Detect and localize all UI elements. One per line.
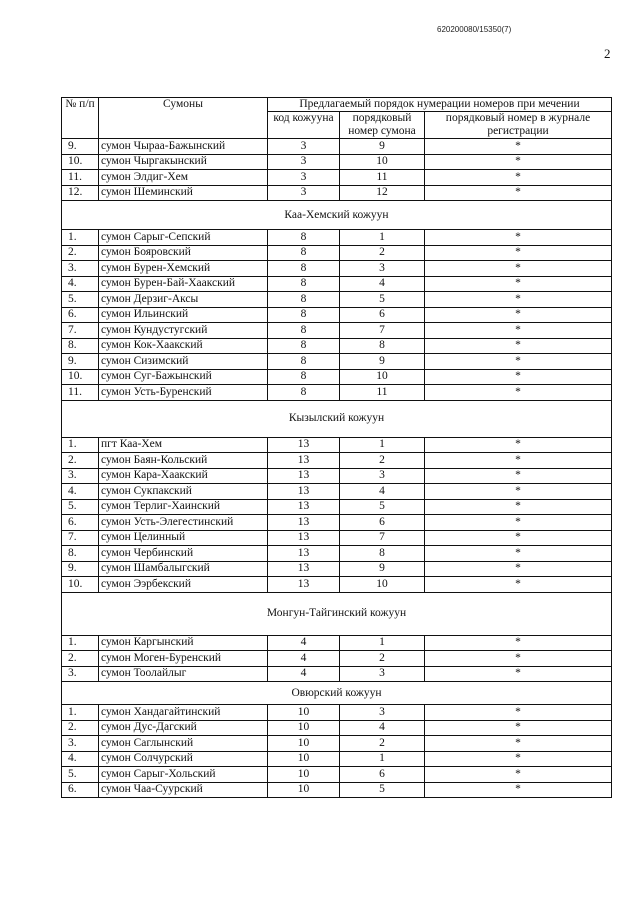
sumon-position: 2 bbox=[340, 651, 425, 667]
register-number: * bbox=[425, 751, 612, 767]
table-row bbox=[62, 139, 612, 155]
register-number: * bbox=[425, 546, 612, 562]
sumon-name: сумон Дус-Дагский bbox=[99, 720, 268, 736]
row-number: 9. bbox=[62, 354, 99, 370]
row-number: 5. bbox=[62, 499, 99, 515]
register-number: * bbox=[425, 230, 612, 246]
table-row bbox=[62, 154, 612, 170]
row-number: 3. bbox=[62, 261, 99, 277]
sumon-position: 10 bbox=[340, 577, 425, 593]
table-row bbox=[62, 651, 612, 667]
register-number: * bbox=[425, 705, 612, 721]
table-row bbox=[62, 338, 612, 354]
sumon-position: 4 bbox=[340, 484, 425, 500]
table-row bbox=[62, 453, 612, 469]
sumon-position: 4 bbox=[340, 720, 425, 736]
sumon-position: 2 bbox=[340, 453, 425, 469]
table-row bbox=[62, 720, 612, 736]
sumon-name: сумон Бурен-Хемский bbox=[99, 261, 268, 277]
register-number: * bbox=[425, 307, 612, 323]
table-row bbox=[62, 736, 612, 752]
register-number: * bbox=[425, 468, 612, 484]
kozhuun-code: 10 bbox=[268, 751, 340, 767]
sumon-position: 9 bbox=[340, 561, 425, 577]
kozhuun-code: 8 bbox=[268, 307, 340, 323]
table-row bbox=[62, 230, 612, 246]
table-row bbox=[62, 515, 612, 531]
kozhuun-code: 13 bbox=[268, 561, 340, 577]
sumon-name: сумон Моген-Буренский bbox=[99, 651, 268, 667]
register-number: * bbox=[425, 651, 612, 667]
sumon-position: 5 bbox=[340, 782, 425, 798]
table-row bbox=[62, 385, 612, 401]
sumon-name: сумон Чыраа-Бажынский bbox=[99, 139, 268, 155]
sumon-name: сумон Усть-Буренский bbox=[99, 385, 268, 401]
row-number: 9. bbox=[62, 561, 99, 577]
row-number: 1. bbox=[62, 437, 99, 453]
table-body bbox=[62, 139, 612, 798]
sumon-name: сумон Тоолайлыг bbox=[99, 666, 268, 682]
kozhuun-code: 8 bbox=[268, 292, 340, 308]
header-code: код кожууна bbox=[268, 112, 340, 139]
sumon-name: сумон Целинный bbox=[99, 530, 268, 546]
register-number: * bbox=[425, 323, 612, 339]
register-number: * bbox=[425, 437, 612, 453]
table-row bbox=[62, 666, 612, 682]
kozhuun-code: 13 bbox=[268, 499, 340, 515]
row-number: 2. bbox=[62, 720, 99, 736]
row-number: 2. bbox=[62, 245, 99, 261]
sumon-position: 6 bbox=[340, 307, 425, 323]
sumon-name: сумон Суг-Бажынский bbox=[99, 369, 268, 385]
sumon-name: сумон Хандагайтинский bbox=[99, 705, 268, 721]
row-number: 9. bbox=[62, 139, 99, 155]
register-number: * bbox=[425, 635, 612, 651]
table-row bbox=[62, 369, 612, 385]
register-number: * bbox=[425, 154, 612, 170]
kozhuun-code: 8 bbox=[268, 369, 340, 385]
register-number: * bbox=[425, 338, 612, 354]
register-number: * bbox=[425, 666, 612, 682]
table-row bbox=[62, 261, 612, 277]
row-number: 2. bbox=[62, 453, 99, 469]
sumon-name: сумон Кок-Хаакский bbox=[99, 338, 268, 354]
sumon-name: сумон Сарыг-Хольский bbox=[99, 767, 268, 783]
page-number: 2 bbox=[604, 46, 611, 61]
table-row bbox=[62, 530, 612, 546]
sumon-name: сумон Бурен-Бай-Хаакский bbox=[99, 276, 268, 292]
sumon-position: 8 bbox=[340, 338, 425, 354]
sumon-name: сумон Шеминский bbox=[99, 185, 268, 201]
section-header bbox=[62, 592, 612, 635]
sumon-name: сумон Сукпакский bbox=[99, 484, 268, 500]
kozhuun-code: 13 bbox=[268, 437, 340, 453]
sumon-position: 3 bbox=[340, 666, 425, 682]
sumon-position: 1 bbox=[340, 751, 425, 767]
sumon-name: сумон Бояровский bbox=[99, 245, 268, 261]
kozhuun-code: 4 bbox=[268, 666, 340, 682]
row-number: 10. bbox=[62, 369, 99, 385]
sumon-position: 9 bbox=[340, 139, 425, 155]
row-number: 6. bbox=[62, 515, 99, 531]
sumon-position: 3 bbox=[340, 705, 425, 721]
kozhuun-code: 13 bbox=[268, 453, 340, 469]
kozhuun-code: 13 bbox=[268, 484, 340, 500]
sumon-name: сумон Чыргакынский bbox=[99, 154, 268, 170]
register-number: * bbox=[425, 720, 612, 736]
sumon-name: сумон Терлиг-Хаинский bbox=[99, 499, 268, 515]
sumon-position: 6 bbox=[340, 767, 425, 783]
kozhuun-code: 10 bbox=[268, 767, 340, 783]
table-row bbox=[62, 561, 612, 577]
sumon-position: 8 bbox=[340, 546, 425, 562]
register-number: * bbox=[425, 782, 612, 798]
register-number: * bbox=[425, 577, 612, 593]
kozhuun-code: 3 bbox=[268, 185, 340, 201]
row-number: 10. bbox=[62, 577, 99, 593]
register-number: * bbox=[425, 261, 612, 277]
sumon-position: 5 bbox=[340, 499, 425, 515]
section-header bbox=[62, 682, 612, 705]
numbering-table bbox=[61, 97, 612, 798]
row-number: 11. bbox=[62, 385, 99, 401]
sumon-position: 11 bbox=[340, 170, 425, 186]
register-number: * bbox=[425, 561, 612, 577]
register-number: * bbox=[425, 185, 612, 201]
sumon-name: сумон Каргынский bbox=[99, 635, 268, 651]
section-title: Овюрский кожуун bbox=[62, 682, 612, 705]
kozhuun-code: 4 bbox=[268, 635, 340, 651]
table-row bbox=[62, 292, 612, 308]
table-row bbox=[62, 484, 612, 500]
row-number: 4. bbox=[62, 751, 99, 767]
row-number: 8. bbox=[62, 546, 99, 562]
header-register: порядковый номер в журнале регистрации bbox=[425, 112, 612, 139]
table-row bbox=[62, 635, 612, 651]
table-row bbox=[62, 782, 612, 798]
kozhuun-code: 3 bbox=[268, 170, 340, 186]
table-row bbox=[62, 245, 612, 261]
row-number: 12. bbox=[62, 185, 99, 201]
kozhuun-code: 3 bbox=[268, 139, 340, 155]
register-number: * bbox=[425, 170, 612, 186]
sumon-name: сумон Сизимский bbox=[99, 354, 268, 370]
kozhuun-code: 8 bbox=[268, 338, 340, 354]
sumon-name: сумон Дерзиг-Аксы bbox=[99, 292, 268, 308]
sumon-name: сумон Усть-Элегестинский bbox=[99, 515, 268, 531]
section-header bbox=[62, 400, 612, 437]
row-number: 3. bbox=[62, 468, 99, 484]
table-row bbox=[62, 354, 612, 370]
sumon-name: сумон Сарыг-Сепский bbox=[99, 230, 268, 246]
kozhuun-code: 8 bbox=[268, 245, 340, 261]
sumon-position: 12 bbox=[340, 185, 425, 201]
document-code: 620200080/15350(7) bbox=[437, 25, 512, 34]
sumon-name: сумон Саглынский bbox=[99, 736, 268, 752]
header-group: Предлагаемый порядок нумерации номеров при мечении bbox=[268, 98, 612, 112]
row-number: 2. bbox=[62, 651, 99, 667]
row-number: 4. bbox=[62, 484, 99, 500]
register-number: * bbox=[425, 530, 612, 546]
sumon-position: 3 bbox=[340, 261, 425, 277]
sumon-name: сумон Кара-Хаакский bbox=[99, 468, 268, 484]
table-row bbox=[62, 499, 612, 515]
row-number: 6. bbox=[62, 782, 99, 798]
section-header bbox=[62, 201, 612, 230]
sumon-position: 7 bbox=[340, 530, 425, 546]
register-number: * bbox=[425, 499, 612, 515]
sumon-name: пгт Каа-Хем bbox=[99, 437, 268, 453]
sumon-position: 4 bbox=[340, 276, 425, 292]
sumon-position: 5 bbox=[340, 292, 425, 308]
row-number: 8. bbox=[62, 338, 99, 354]
sumon-name: сумон Ильинский bbox=[99, 307, 268, 323]
sumon-position: 7 bbox=[340, 323, 425, 339]
sumon-name: сумон Чербинский bbox=[99, 546, 268, 562]
row-number: 7. bbox=[62, 323, 99, 339]
sumon-name: сумон Кундустугский bbox=[99, 323, 268, 339]
row-number: 11. bbox=[62, 170, 99, 186]
kozhuun-code: 4 bbox=[268, 651, 340, 667]
row-number: 1. bbox=[62, 635, 99, 651]
sumon-name: сумон Чаа-Суурский bbox=[99, 782, 268, 798]
kozhuun-code: 13 bbox=[268, 530, 340, 546]
kozhuun-code: 13 bbox=[268, 577, 340, 593]
kozhuun-code: 8 bbox=[268, 385, 340, 401]
sumon-name: сумон Шамбалыгский bbox=[99, 561, 268, 577]
register-number: * bbox=[425, 767, 612, 783]
table-row bbox=[62, 577, 612, 593]
row-number: 3. bbox=[62, 736, 99, 752]
sumon-position: 2 bbox=[340, 245, 425, 261]
sumon-position: 1 bbox=[340, 437, 425, 453]
kozhuun-code: 8 bbox=[268, 354, 340, 370]
register-number: * bbox=[425, 292, 612, 308]
row-number: 1. bbox=[62, 705, 99, 721]
sumon-position: 1 bbox=[340, 230, 425, 246]
sumon-position: 3 bbox=[340, 468, 425, 484]
kozhuun-code: 13 bbox=[268, 468, 340, 484]
section-title: Кызылский кожуун bbox=[62, 400, 612, 437]
kozhuun-code: 8 bbox=[268, 276, 340, 292]
row-number: 5. bbox=[62, 292, 99, 308]
table-row bbox=[62, 546, 612, 562]
sumon-position: 10 bbox=[340, 369, 425, 385]
register-number: * bbox=[425, 369, 612, 385]
table-row bbox=[62, 437, 612, 453]
sumon-position: 9 bbox=[340, 354, 425, 370]
register-number: * bbox=[425, 245, 612, 261]
register-number: * bbox=[425, 484, 612, 500]
section-title: Каа-Хемский кожуун bbox=[62, 201, 612, 230]
kozhuun-code: 8 bbox=[268, 261, 340, 277]
header-position: порядковый номер сумона bbox=[340, 112, 425, 139]
kozhuun-code: 13 bbox=[268, 546, 340, 562]
row-number: 10. bbox=[62, 154, 99, 170]
kozhuun-code: 10 bbox=[268, 782, 340, 798]
register-number: * bbox=[425, 515, 612, 531]
row-number: 5. bbox=[62, 767, 99, 783]
kozhuun-code: 10 bbox=[268, 705, 340, 721]
kozhuun-code: 8 bbox=[268, 230, 340, 246]
table-row bbox=[62, 323, 612, 339]
sumon-name: сумон Баян-Кольский bbox=[99, 453, 268, 469]
register-number: * bbox=[425, 354, 612, 370]
register-number: * bbox=[425, 276, 612, 292]
sumon-name: сумон Ээрбекский bbox=[99, 577, 268, 593]
sumon-position: 1 bbox=[340, 635, 425, 651]
table-row bbox=[62, 767, 612, 783]
table-row bbox=[62, 751, 612, 767]
header-name: Сумоны bbox=[99, 98, 268, 139]
table-row bbox=[62, 276, 612, 292]
sumon-position: 6 bbox=[340, 515, 425, 531]
kozhuun-code: 8 bbox=[268, 323, 340, 339]
register-number: * bbox=[425, 385, 612, 401]
table-row bbox=[62, 705, 612, 721]
section-title: Монгун-Тайгинский кожуун bbox=[62, 592, 612, 635]
row-number: 7. bbox=[62, 530, 99, 546]
header-num: № п/п bbox=[62, 98, 99, 139]
kozhuun-code: 10 bbox=[268, 736, 340, 752]
row-number: 4. bbox=[62, 276, 99, 292]
sumon-name: сумон Солчурский bbox=[99, 751, 268, 767]
sumon-position: 10 bbox=[340, 154, 425, 170]
kozhuun-code: 10 bbox=[268, 720, 340, 736]
register-number: * bbox=[425, 139, 612, 155]
table-row bbox=[62, 185, 612, 201]
table-row bbox=[62, 468, 612, 484]
kozhuun-code: 13 bbox=[268, 515, 340, 531]
table-row bbox=[62, 307, 612, 323]
sumon-position: 2 bbox=[340, 736, 425, 752]
table-row bbox=[62, 170, 612, 186]
row-number: 6. bbox=[62, 307, 99, 323]
row-number: 1. bbox=[62, 230, 99, 246]
kozhuun-code: 3 bbox=[268, 154, 340, 170]
register-number: * bbox=[425, 736, 612, 752]
row-number: 3. bbox=[62, 666, 99, 682]
register-number: * bbox=[425, 453, 612, 469]
sumon-name: сумон Элдиг-Хем bbox=[99, 170, 268, 186]
sumon-position: 11 bbox=[340, 385, 425, 401]
